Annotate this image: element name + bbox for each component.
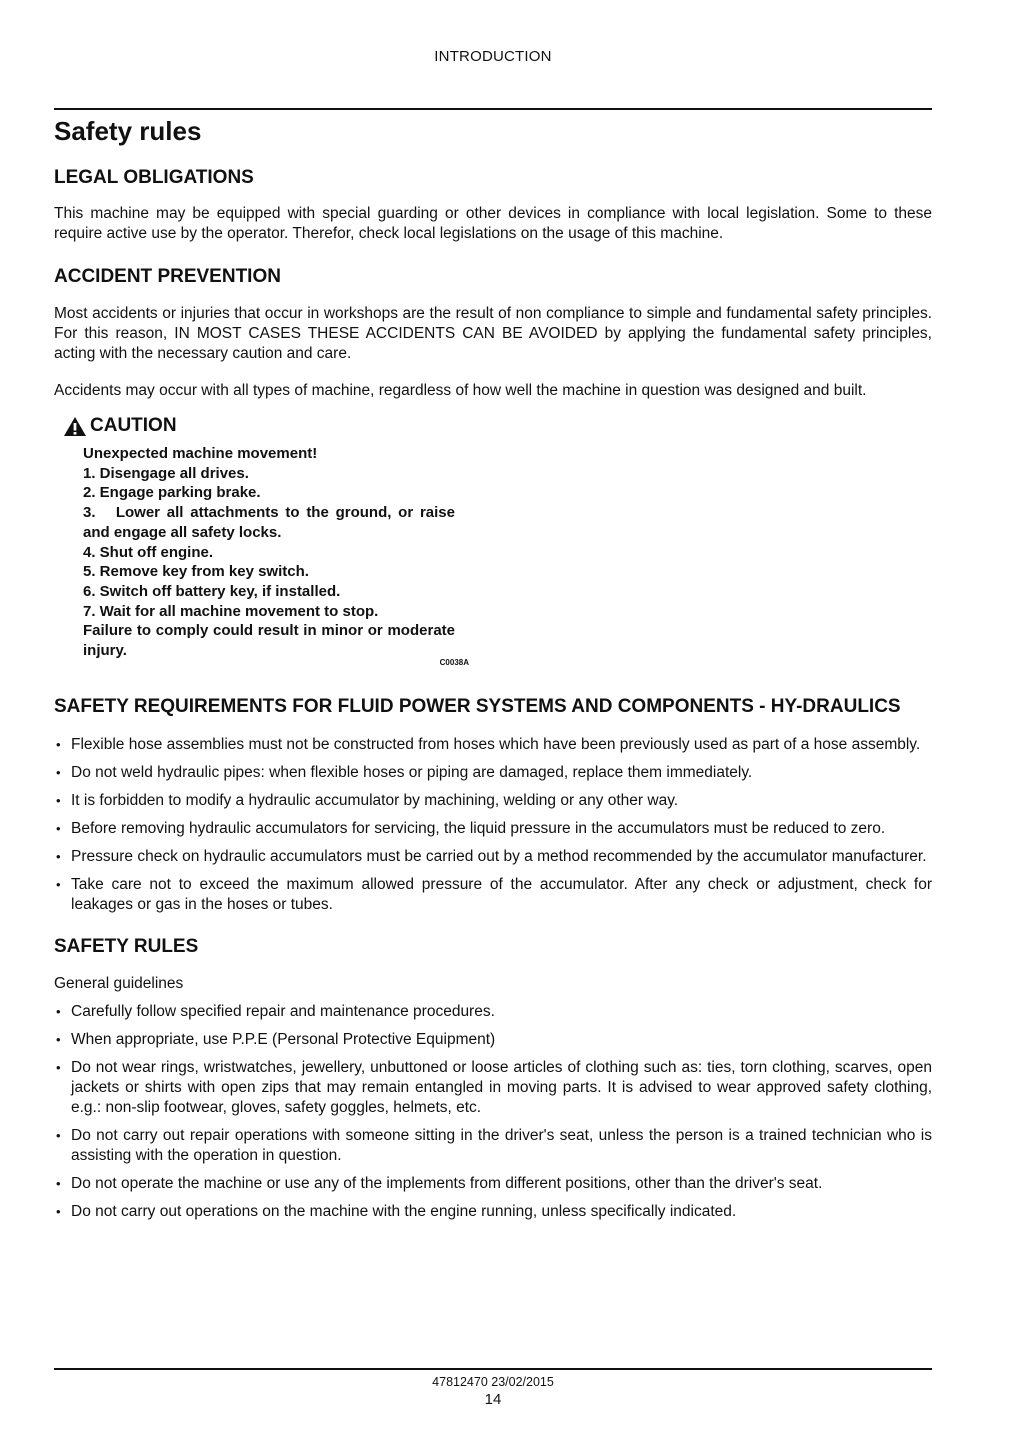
caution-line: 5. Remove key from key switch.: [83, 563, 309, 581]
list-item-text: Pressure check on hydraulic accumulators must be carried out by a method recommended by the accumulator manufacturer.: [71, 847, 927, 865]
list-item: [54, 1058, 932, 1118]
list-item: [54, 791, 932, 811]
list-item-text: Do not carry out repair operations with someone sitting in the driver's seat, unless the person is a trained technician who is assisting with the operation in question.: [71, 1126, 932, 1164]
list-item-text: Do not carry out operations on the machine with the engine running, unless specifically indicated.: [71, 1202, 737, 1220]
list-item-text: Flexible hose assemblies must not be constructed from hoses which have been previously used as part of a hose assembly.: [71, 735, 921, 753]
safety-rules-list: [54, 1002, 932, 1222]
caution-line: 3. Lower all attachments to the ground, or raise and engage all safety locks.: [83, 504, 460, 541]
footer-rule: [54, 1368, 932, 1370]
list-item: [54, 763, 932, 783]
list-item-text: Before removing hydraulic accumulators for servicing, the liquid pressure in the accumulators must be reduced to zero.: [71, 819, 886, 837]
caution-line: 1. Disengage all drives.: [83, 464, 249, 482]
list-item-text: Do not weld hydraulic pipes: when flexible hoses or piping are damaged, replace them immediately.: [71, 763, 753, 781]
accident-prevention-para-2: Accidents may occur with all types of machine, regardless of how well the machine in question was designed and built.: [54, 382, 867, 399]
document-id: 47812470 23/02/2015: [432, 1375, 554, 1389]
hydraulics-list: [54, 735, 932, 915]
bullet-icon: •: [56, 1059, 61, 1075]
list-item-text: Carefully follow specified repair and maintenance procedures.: [71, 1002, 495, 1020]
hydraulics-heading: SAFETY REQUIREMENTS FOR FLUID POWER SYSTEMS AND COMPONENTS - HY-DRAULICS: [54, 695, 901, 717]
bullet-icon: •: [56, 736, 61, 752]
caution-box: [54, 414, 932, 667]
list-item: [54, 1126, 932, 1166]
caution-line: 7. Wait for all machine movement to stop.: [83, 602, 379, 620]
caution-line: 2. Engage parking brake.: [83, 484, 261, 502]
list-item: [54, 735, 932, 755]
general-guidelines-label: General guidelines: [54, 974, 184, 992]
bullet-icon: •: [56, 1203, 61, 1219]
bullet-icon: •: [56, 764, 61, 780]
legal-obligations-text: This machine may be equipped with special guarding or other devices in compliance with local legislation. Some to these require active use by the operator. Therefor, check local legislations on the usage of this machine.: [54, 205, 932, 242]
bullet-icon: •: [56, 820, 61, 836]
list-item: [54, 1030, 932, 1050]
bullet-icon: •: [56, 792, 61, 808]
accident-prevention-heading: ACCIDENT PREVENTION: [54, 266, 281, 287]
caution-code: C0038A: [439, 657, 469, 667]
caution-line: 4. Shut off engine.: [83, 543, 213, 561]
caution-title-row: [63, 414, 932, 438]
list-item-text: When appropriate, use P.P.E (Personal Protective Equipment): [71, 1030, 496, 1048]
caution-body: [83, 444, 460, 661]
bullet-icon: •: [56, 1127, 61, 1143]
bullet-icon: •: [56, 1031, 61, 1047]
warning-triangle-icon: [63, 416, 87, 437]
accident-prevention-para-1: Most accidents or injuries that occur in workshops are the result of non compliance to simple and fundamental safety principles. For this reason, IN MOST CASES THESE ACCIDENTS CAN BE AVOIDED by applying the fundamental safety principles, acting with the necessary caution and care.: [54, 305, 932, 362]
caution-line: Unexpected machine movement!: [83, 445, 318, 462]
list-item: [54, 819, 932, 839]
bullet-icon: •: [56, 1175, 61, 1191]
bullet-icon: •: [56, 876, 61, 892]
list-item: [54, 1202, 932, 1222]
page-content: [54, 114, 932, 1230]
bullet-icon: •: [56, 1003, 61, 1019]
caution-title: CAUTION: [90, 415, 177, 436]
list-item: [54, 1174, 932, 1194]
list-item: [54, 1002, 932, 1022]
caution-line: Failure to comply could result in minor or moderate injury.: [83, 622, 455, 660]
legal-obligations-heading: LEGAL OBLIGATIONS: [54, 167, 254, 188]
header-rule: [54, 108, 932, 110]
bullet-icon: •: [56, 848, 61, 864]
list-item-text: Do not wear rings, wristwatches, jewellery, unbuttoned or loose articles of clothing such as: ties, torn clothing, scarves, open jackets or shirts with open zips that may remain entangled in moving parts. It is advised to wear approved safety clothing, e.g.: non-slip footwear, gloves, safety goggles, helmets, etc.: [71, 1058, 932, 1116]
running-header: INTRODUCTION: [434, 48, 552, 65]
list-item-text: Do not operate the machine or use any of the implements from different positions, other than the driver's seat.: [71, 1174, 823, 1192]
list-item: [54, 875, 932, 915]
list-item-text: Take care not to exceed the maximum allowed pressure of the accumulator. After any check or adjustment, check for leakages or gas in the hoses or tubes.: [71, 875, 932, 913]
page-title: Safety rules: [54, 116, 202, 146]
list-item: [54, 847, 932, 867]
safety-rules-heading: SAFETY RULES: [54, 935, 199, 957]
list-item-text: It is forbidden to modify a hydraulic accumulator by machining, welding or any other way.: [71, 791, 679, 809]
page-number: 14: [484, 1391, 502, 1408]
caution-line: 6. Switch off battery key, if installed.: [83, 582, 341, 600]
